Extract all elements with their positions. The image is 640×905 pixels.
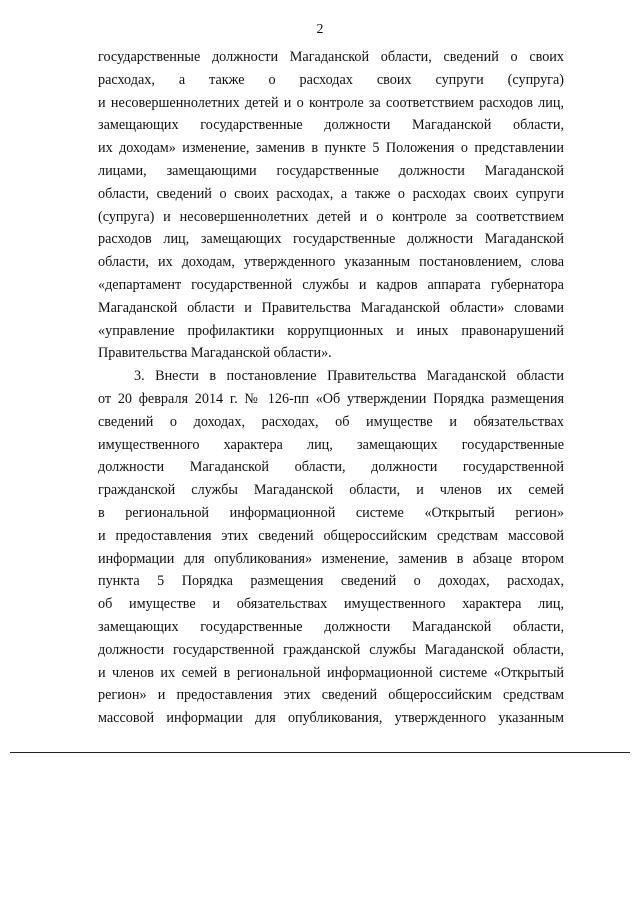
text-line: области, сведений о своих расходах, а также о расходах своих супруги (98, 185, 564, 202)
text-line: их доходам» изменение, заменив в пункте 5 Положения о представлении (98, 140, 564, 157)
text-line: пункта 5 Порядка размещения сведений о доходах, расходах, (98, 573, 564, 590)
paragraph-continuation (98, 46, 564, 365)
text-line: должности Магаданской области, должности государственной (98, 459, 564, 476)
text-line: (супруга) и несовершеннолетних детей и о контроле за соответствием (98, 208, 564, 225)
footer-divider-left (10, 752, 90, 753)
text-line: регион» и предоставления этих сведений общероссийским средствам (98, 687, 564, 704)
text-line: сведений о доходах, расходах, об имуществе и обязательствах (98, 413, 564, 430)
text-line: замещающих государственные должности Магаданской области, (98, 618, 564, 635)
text-line: информации для опубликования» изменение, заменив в абзаце втором (98, 550, 564, 567)
text-line: и предоставления этих сведений общероссийским средствам массовой (98, 527, 564, 544)
text-line: замещающих государственные должности Магаданской области, (98, 117, 564, 134)
text-line: 3. Внести в постановление Правительства Магаданской области (134, 368, 564, 385)
text-line: от 20 февраля 2014 г. № 126-пп «Об утверждении Порядка размещения (98, 390, 564, 407)
text-line: имущественного характера лиц, замещающих государственные (98, 436, 564, 453)
text-line: «управление профилактики коррупционных и иных правонарушений (98, 322, 564, 339)
text-line: лицами, замещающими государственные должности Магаданской (98, 162, 564, 179)
text-line: и несовершеннолетних детей и о контроле за соответствием расходов лиц, (98, 94, 564, 111)
paragraph-item-3 (98, 365, 564, 730)
text-line: расходов лиц, замещающих государственные должности Магаданской (98, 231, 564, 248)
text-line: «департамент государственной службы и кадров аппарата губернатора (98, 276, 564, 293)
page-number: 2 (316, 22, 324, 37)
text-line: должности государственной гражданской службы Магаданской области, (98, 641, 564, 658)
text-line: государственные должности Магаданской области, сведений о своих (98, 49, 564, 65)
footer-divider (90, 752, 630, 753)
text-line: гражданской службы Магаданской области, и членов их семей (98, 482, 564, 499)
text-line: Правительства Магаданской области». (98, 345, 332, 362)
text-line: в региональной информационной системе «Открытый регион» (98, 504, 564, 521)
text-line: об имуществе и обязательствах имущественного характера лиц, (98, 596, 564, 613)
text-line: и членов их семей в региональной информационной системе «Открытый (98, 664, 564, 681)
document-body (98, 46, 564, 730)
text-line: расходах, а также о расходах своих супруги (супруга) (98, 71, 564, 88)
text-line: Магаданской области и Правительства Магаданской области» словами (98, 299, 564, 316)
text-line: массовой информации для опубликования, утвержденного указанным (98, 710, 564, 727)
text-line: области, их доходам, утвержденного указанным постановлением, слова (98, 254, 564, 271)
